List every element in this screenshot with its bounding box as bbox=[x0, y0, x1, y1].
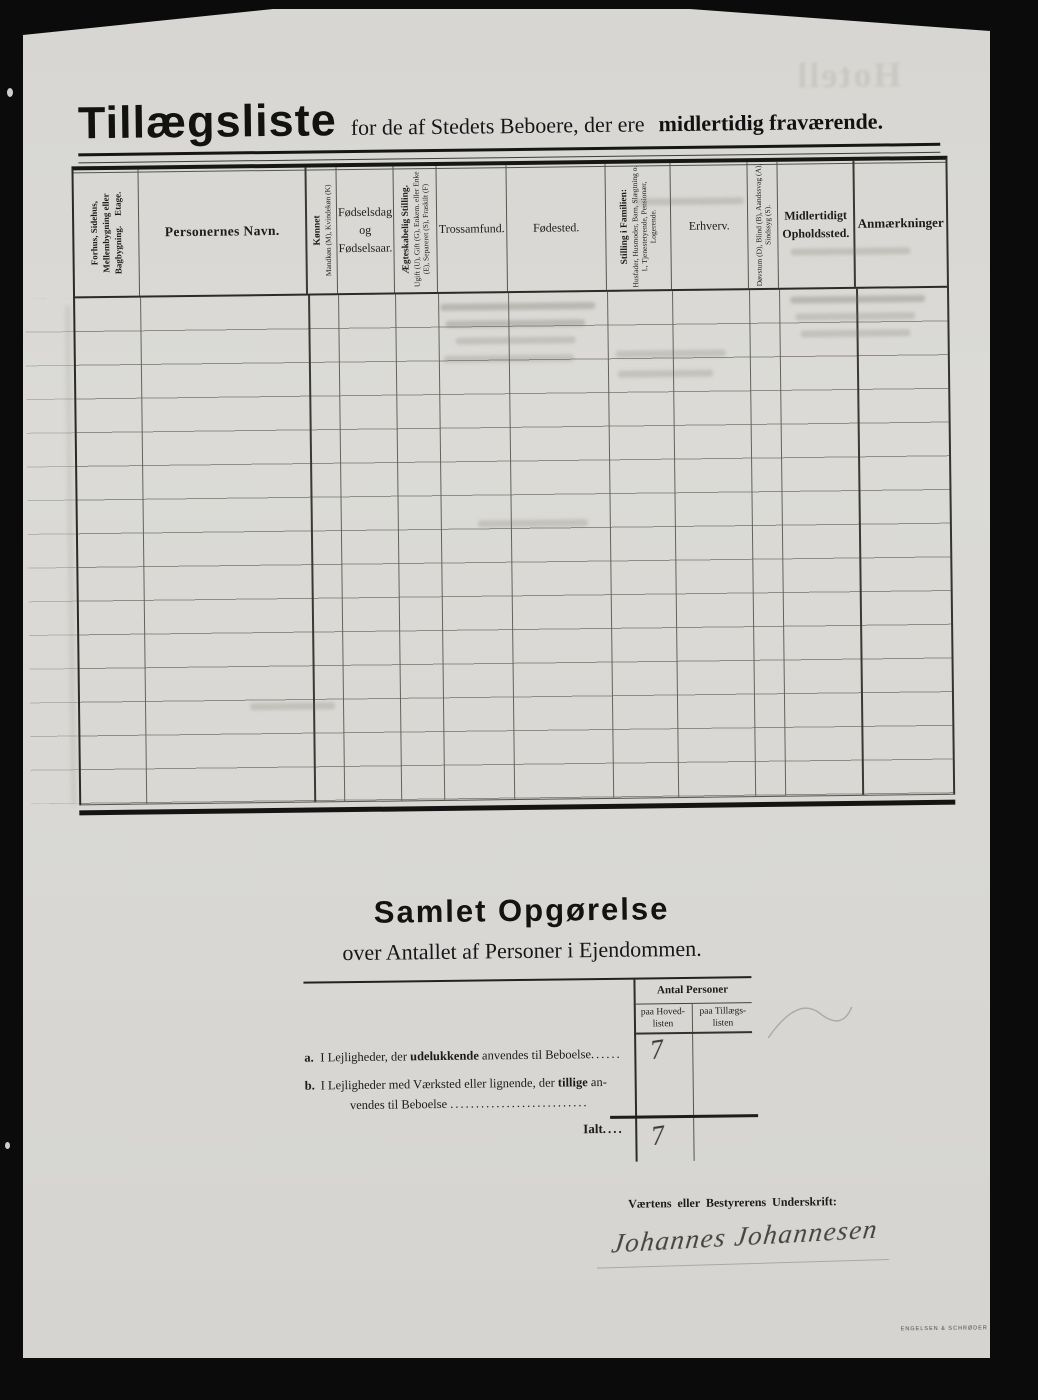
header-text: Erhverv. bbox=[688, 218, 730, 233]
header-text: Ægteskabelig Stilling. bbox=[400, 184, 412, 274]
table-column-line bbox=[395, 294, 402, 800]
summary-col-hovedlisten bbox=[634, 1007, 692, 1031]
row-a-leaders: ...... bbox=[590, 1046, 622, 1062]
column-header-marital-text bbox=[399, 167, 431, 291]
bleedthrough-smudge bbox=[791, 247, 911, 255]
header-text-line: Fødselsaar. bbox=[338, 240, 393, 256]
table-body-empty-rows bbox=[75, 288, 953, 806]
column-header-disability bbox=[747, 162, 779, 288]
column-header-disability-text bbox=[753, 163, 773, 287]
summary-row-b-line2 bbox=[350, 1095, 589, 1113]
row-b-text: vendes til Beboelse bbox=[349, 1096, 451, 1113]
header-text-line: og bbox=[359, 222, 372, 237]
form-title-row bbox=[78, 88, 884, 150]
table-header-row bbox=[73, 160, 946, 299]
bleedthrough-smudge bbox=[634, 197, 744, 205]
row-b-text: an- bbox=[587, 1074, 607, 1090]
summary-top-rule bbox=[303, 976, 751, 983]
row-a-text: I Lejligheder, der bbox=[320, 1049, 411, 1065]
summary-total-label bbox=[583, 1121, 624, 1137]
bleedthrough-smudge bbox=[456, 336, 576, 344]
summary-col-text: listen bbox=[652, 1019, 674, 1030]
summary-col-text: paa Tillægs- bbox=[699, 1006, 747, 1017]
bleedthrough-smudge bbox=[801, 329, 911, 337]
header-subtext: Husfader, Husmoder, Barn, Slægtning o. l., Tjenestetyende, Pensionær, Logerende. bbox=[630, 165, 659, 288]
handwritten-count-hovedlisten: 7 bbox=[648, 1033, 666, 1066]
table-column-line bbox=[749, 290, 756, 796]
table-column-line bbox=[607, 292, 614, 798]
summary-col-text: paa Hoved- bbox=[640, 1006, 685, 1018]
column-header-building bbox=[73, 170, 140, 297]
summary-col-text: listen bbox=[712, 1018, 734, 1029]
row-a-emphasis: udelukkende bbox=[409, 1048, 479, 1064]
header-text: Stilling i Familien: bbox=[619, 188, 631, 265]
column-header-marital-status bbox=[393, 166, 438, 293]
header-text-line: Opholdssted. bbox=[782, 225, 850, 241]
table-column-line bbox=[338, 295, 345, 801]
header-text-line: Midlertidigt bbox=[784, 207, 848, 223]
bleedthrough-smudge bbox=[250, 702, 335, 710]
header-text: Trossamfund. bbox=[438, 221, 505, 236]
pencil-mark bbox=[764, 991, 855, 1042]
column-header-sex-text bbox=[310, 168, 333, 292]
header-subtext: Mandkøn (M), Kvindekøn (K) bbox=[322, 184, 333, 277]
bleedthrough-smudge bbox=[478, 519, 588, 527]
table-column-line bbox=[438, 294, 445, 800]
column-header-name bbox=[138, 168, 308, 296]
column-header-birthdate bbox=[336, 166, 395, 293]
column-header-family-text bbox=[618, 164, 659, 288]
printer-mark: ENGELSEN & SCHRØDER bbox=[900, 1325, 988, 1333]
table-column-line bbox=[672, 291, 679, 797]
column-header-family-position bbox=[605, 163, 672, 290]
row-a-text: anvendes til Beboelse bbox=[478, 1047, 592, 1063]
signature-underline bbox=[597, 1259, 889, 1269]
bleedthrough-text: Hotell bbox=[795, 54, 902, 96]
summary-antal-header: Antal Personer bbox=[656, 983, 729, 997]
summary-vertical-line bbox=[633, 978, 637, 1162]
row-a-prefix: a. bbox=[304, 1050, 314, 1065]
column-header-faith bbox=[436, 165, 508, 292]
form-title: Tillægsliste bbox=[77, 94, 337, 149]
margin-row-bleed bbox=[25, 298, 79, 804]
handwritten-total-hovedlisten: 7 bbox=[649, 1119, 667, 1152]
row-b-text: I Lejligheder med Værksted eller lignende, der bbox=[320, 1075, 558, 1093]
summary-heading: Samlet Opgørelse bbox=[373, 891, 670, 930]
header-text-line: Bagbygning.Etage. bbox=[112, 191, 124, 275]
table-column-line bbox=[140, 298, 147, 804]
bleedthrough-smudge bbox=[616, 349, 726, 357]
summary-row-a bbox=[304, 1047, 622, 1066]
header-text: Anmærkninger bbox=[857, 214, 944, 231]
table-column-line bbox=[308, 296, 316, 802]
row-b-prefix: b. bbox=[304, 1078, 315, 1093]
form-subtitle-emphasis: midlertidig fraværende. bbox=[658, 108, 884, 137]
table-column-line bbox=[856, 289, 864, 795]
signature-label: Værtens eller Bestyrerens Underskrift: bbox=[628, 1194, 837, 1211]
bleedthrough-smudges bbox=[0, 0, 1029, 6]
summary-subheading: over Antallet af Personer i Ejendommen. bbox=[342, 935, 702, 966]
header-text-line: Forhus, Sidehus, bbox=[88, 200, 100, 266]
column-header-sex bbox=[306, 167, 338, 293]
summary-row-b-line1 bbox=[305, 1075, 607, 1094]
header-text-line: Mellembygning eller bbox=[100, 193, 112, 273]
header-text-line: Fødselsdag bbox=[337, 204, 393, 220]
table-column-line bbox=[779, 290, 786, 796]
summary-total-rule bbox=[610, 1114, 758, 1119]
header-subtext: Døvstum (D), Blind (B), Aandssvag (A), Sindssyg (S). bbox=[752, 163, 772, 287]
total-label-text: Ialt bbox=[583, 1121, 603, 1137]
header-text: Kønnet bbox=[311, 215, 323, 246]
header-text: Personernes Navn. bbox=[164, 222, 280, 240]
bleedthrough-smudge bbox=[795, 312, 915, 320]
column-header-building-text bbox=[87, 171, 125, 295]
row-b-leaders: ........................... bbox=[450, 1095, 589, 1111]
column-header-occupation bbox=[670, 162, 749, 289]
column-header-birthplace bbox=[506, 164, 607, 291]
column-header-temporary-residence bbox=[777, 161, 856, 288]
header-text: Fødested. bbox=[532, 220, 580, 235]
column-header-remarks bbox=[854, 160, 947, 287]
table-column-line bbox=[508, 293, 515, 799]
row-b-emphasis: tillige bbox=[557, 1075, 588, 1090]
form-subtitle: for de af Stedets Beboere, der ere bbox=[350, 111, 645, 141]
summary-col-tillaegslisten bbox=[694, 1006, 752, 1030]
total-leaders: .... bbox=[602, 1120, 624, 1137]
header-subtext: Ugift (U), Gift (G), Enkem. eller Enke (E), Separeret (S), Fraskilt (F) bbox=[411, 171, 431, 288]
bleedthrough-smudge bbox=[618, 370, 713, 378]
handwritten-signature: Johannes Johannesen bbox=[610, 1213, 880, 1259]
